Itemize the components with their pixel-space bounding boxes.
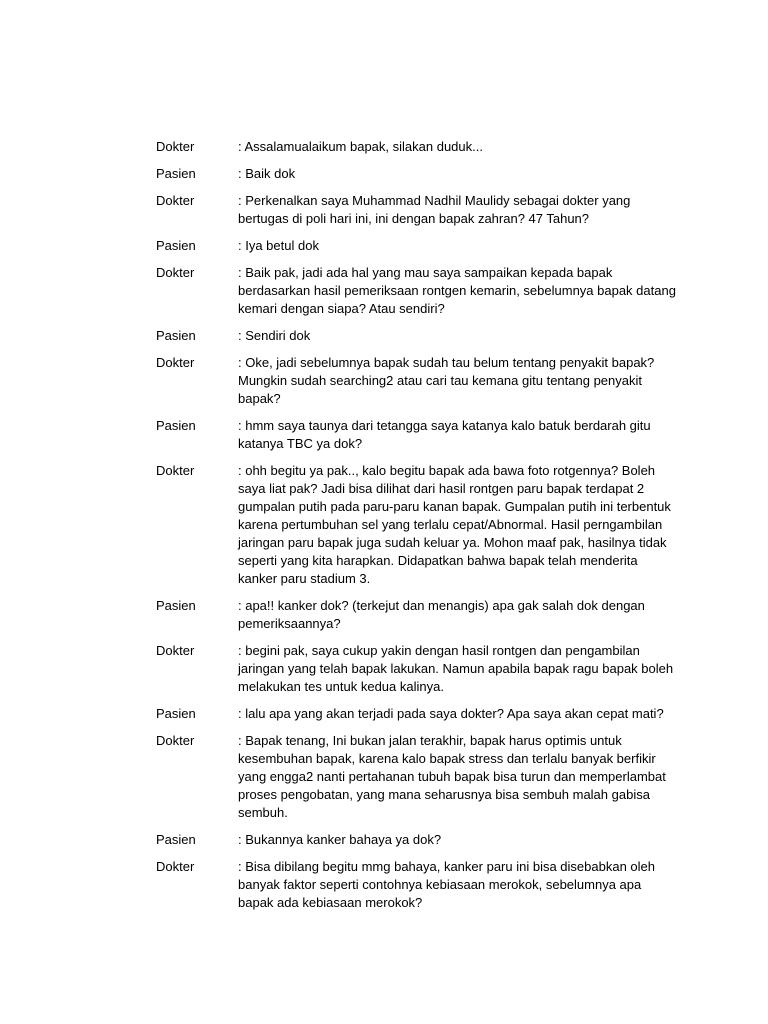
dialogue-line [156,165,676,183]
dialogue-line [156,192,676,228]
speaker-label: Pasien [156,328,196,343]
utterance-text: : Bukannya kanker bahaya ya dok? [238,832,442,847]
utterance-text: : lalu apa yang akan terjadi pada saya dokter? Apa saya akan cepat mati? [238,706,664,721]
speaker-label: Dokter [156,355,195,370]
dialogue-line [156,642,676,696]
speaker-label: Dokter [156,733,195,748]
utterance-text: : hmm saya taunya dari tetangga saya katanya kalo batuk berdarah gitu katanya TBC ya dok? [238,418,651,451]
speaker-label: Dokter [156,139,195,154]
dialogue-line [156,354,676,408]
dialogue-line [156,327,676,345]
dialogue-line [156,705,676,723]
dialogue-line [156,138,676,156]
utterance-text: : Baik pak, jadi ada hal yang mau saya sampaikan kepada bapak berdasarkan hasil pemeriksaan rontgen kemarin, sebelumnya bapak datang kemari dengan siapa? Atau sendiri? [238,265,676,316]
speaker-label: Pasien [156,706,196,721]
speaker-label: Dokter [156,859,195,874]
dialogue-line [156,858,676,912]
dialogue-line [156,462,676,588]
dialogue-line [156,417,676,453]
speaker-label: Dokter [156,265,195,280]
speaker-label: Pasien [156,238,196,253]
utterance-text: : Oke, jadi sebelumnya bapak sudah tau belum tentang penyakit bapak? Mungkin sudah searching2 atau cari tau kemana gitu tentang penyakit bapak? [238,355,655,406]
speaker-label: Pasien [156,598,196,613]
dialogue-line [156,237,676,255]
utterance-text: : ohh begitu ya pak.., kalo begitu bapak ada bawa foto rotgennya? Boleh saya liat pak? Jadi bisa dilihat dari hasil rontgen paru bapak terdapat 2 gumpalan putih pada paru-paru kanan bapak. Gumpalan putih ini terbentuk karena pertumbuhan sel yang terlalu cepat/Abnormal. Hasil perngambilan jaringan paru bapak juga sudah keluar ya. Mohon maaf pak, hasilnya tidak seperti yang kita harapkan. Didapatkan bahwa bapak telah menderita kanker paru stadium 3. [238,463,671,586]
dialogue-line [156,264,676,318]
dialogue-line [156,732,676,822]
utterance-text: : Perkenalkan saya Muhammad Nadhil Maulidy sebagai dokter yang bertugas di poli hari ini, ini dengan bapak zahran? 47 Tahun? [238,193,631,226]
utterance-text: : Bisa dibilang begitu mmg bahaya, kanker paru ini bisa disebabkan oleh banyak faktor seperti contohnya kebiasaan merokok, sebelumnya apa bapak ada kebiasaan merokok? [238,859,655,910]
utterance-text: : Iya betul dok [238,238,319,253]
utterance-text: : Sendiri dok [238,328,311,343]
dialogue-line [156,597,676,633]
speaker-label: Pasien [156,418,196,433]
speaker-label: Dokter [156,463,195,478]
speaker-label: Dokter [156,193,195,208]
utterance-text: : Assalamualaikum bapak, silakan duduk... [238,139,483,154]
utterance-text: : apa!! kanker dok? (terkejut dan menangis) apa gak salah dok dengan pemeriksaannya? [238,598,645,631]
utterance-text: : Bapak tenang, Ini bukan jalan terakhir, bapak harus optimis untuk kesembuhan bapak, karena kalo bapak stress dan terlalu banyak berfikir yang engga2 nanti pertahanan tubuh bapak bisa turun dan memperlambat proses pengobatan, yang mana seharusnya bisa sembuh malah gabisa sembuh. [238,733,666,820]
dialogue-transcript [156,138,676,921]
utterance-text: : Baik dok [238,166,296,181]
dialogue-line [156,831,676,849]
speaker-label: Pasien [156,832,196,847]
utterance-text: : begini pak, saya cukup yakin dengan hasil rontgen dan pengambilan jaringan yang telah bapak lakukan. Namun apabila bapak ragu bapak boleh melakukan tes untuk kedua kalinya. [238,643,674,694]
speaker-label: Pasien [156,166,196,181]
speaker-label: Dokter [156,643,195,658]
